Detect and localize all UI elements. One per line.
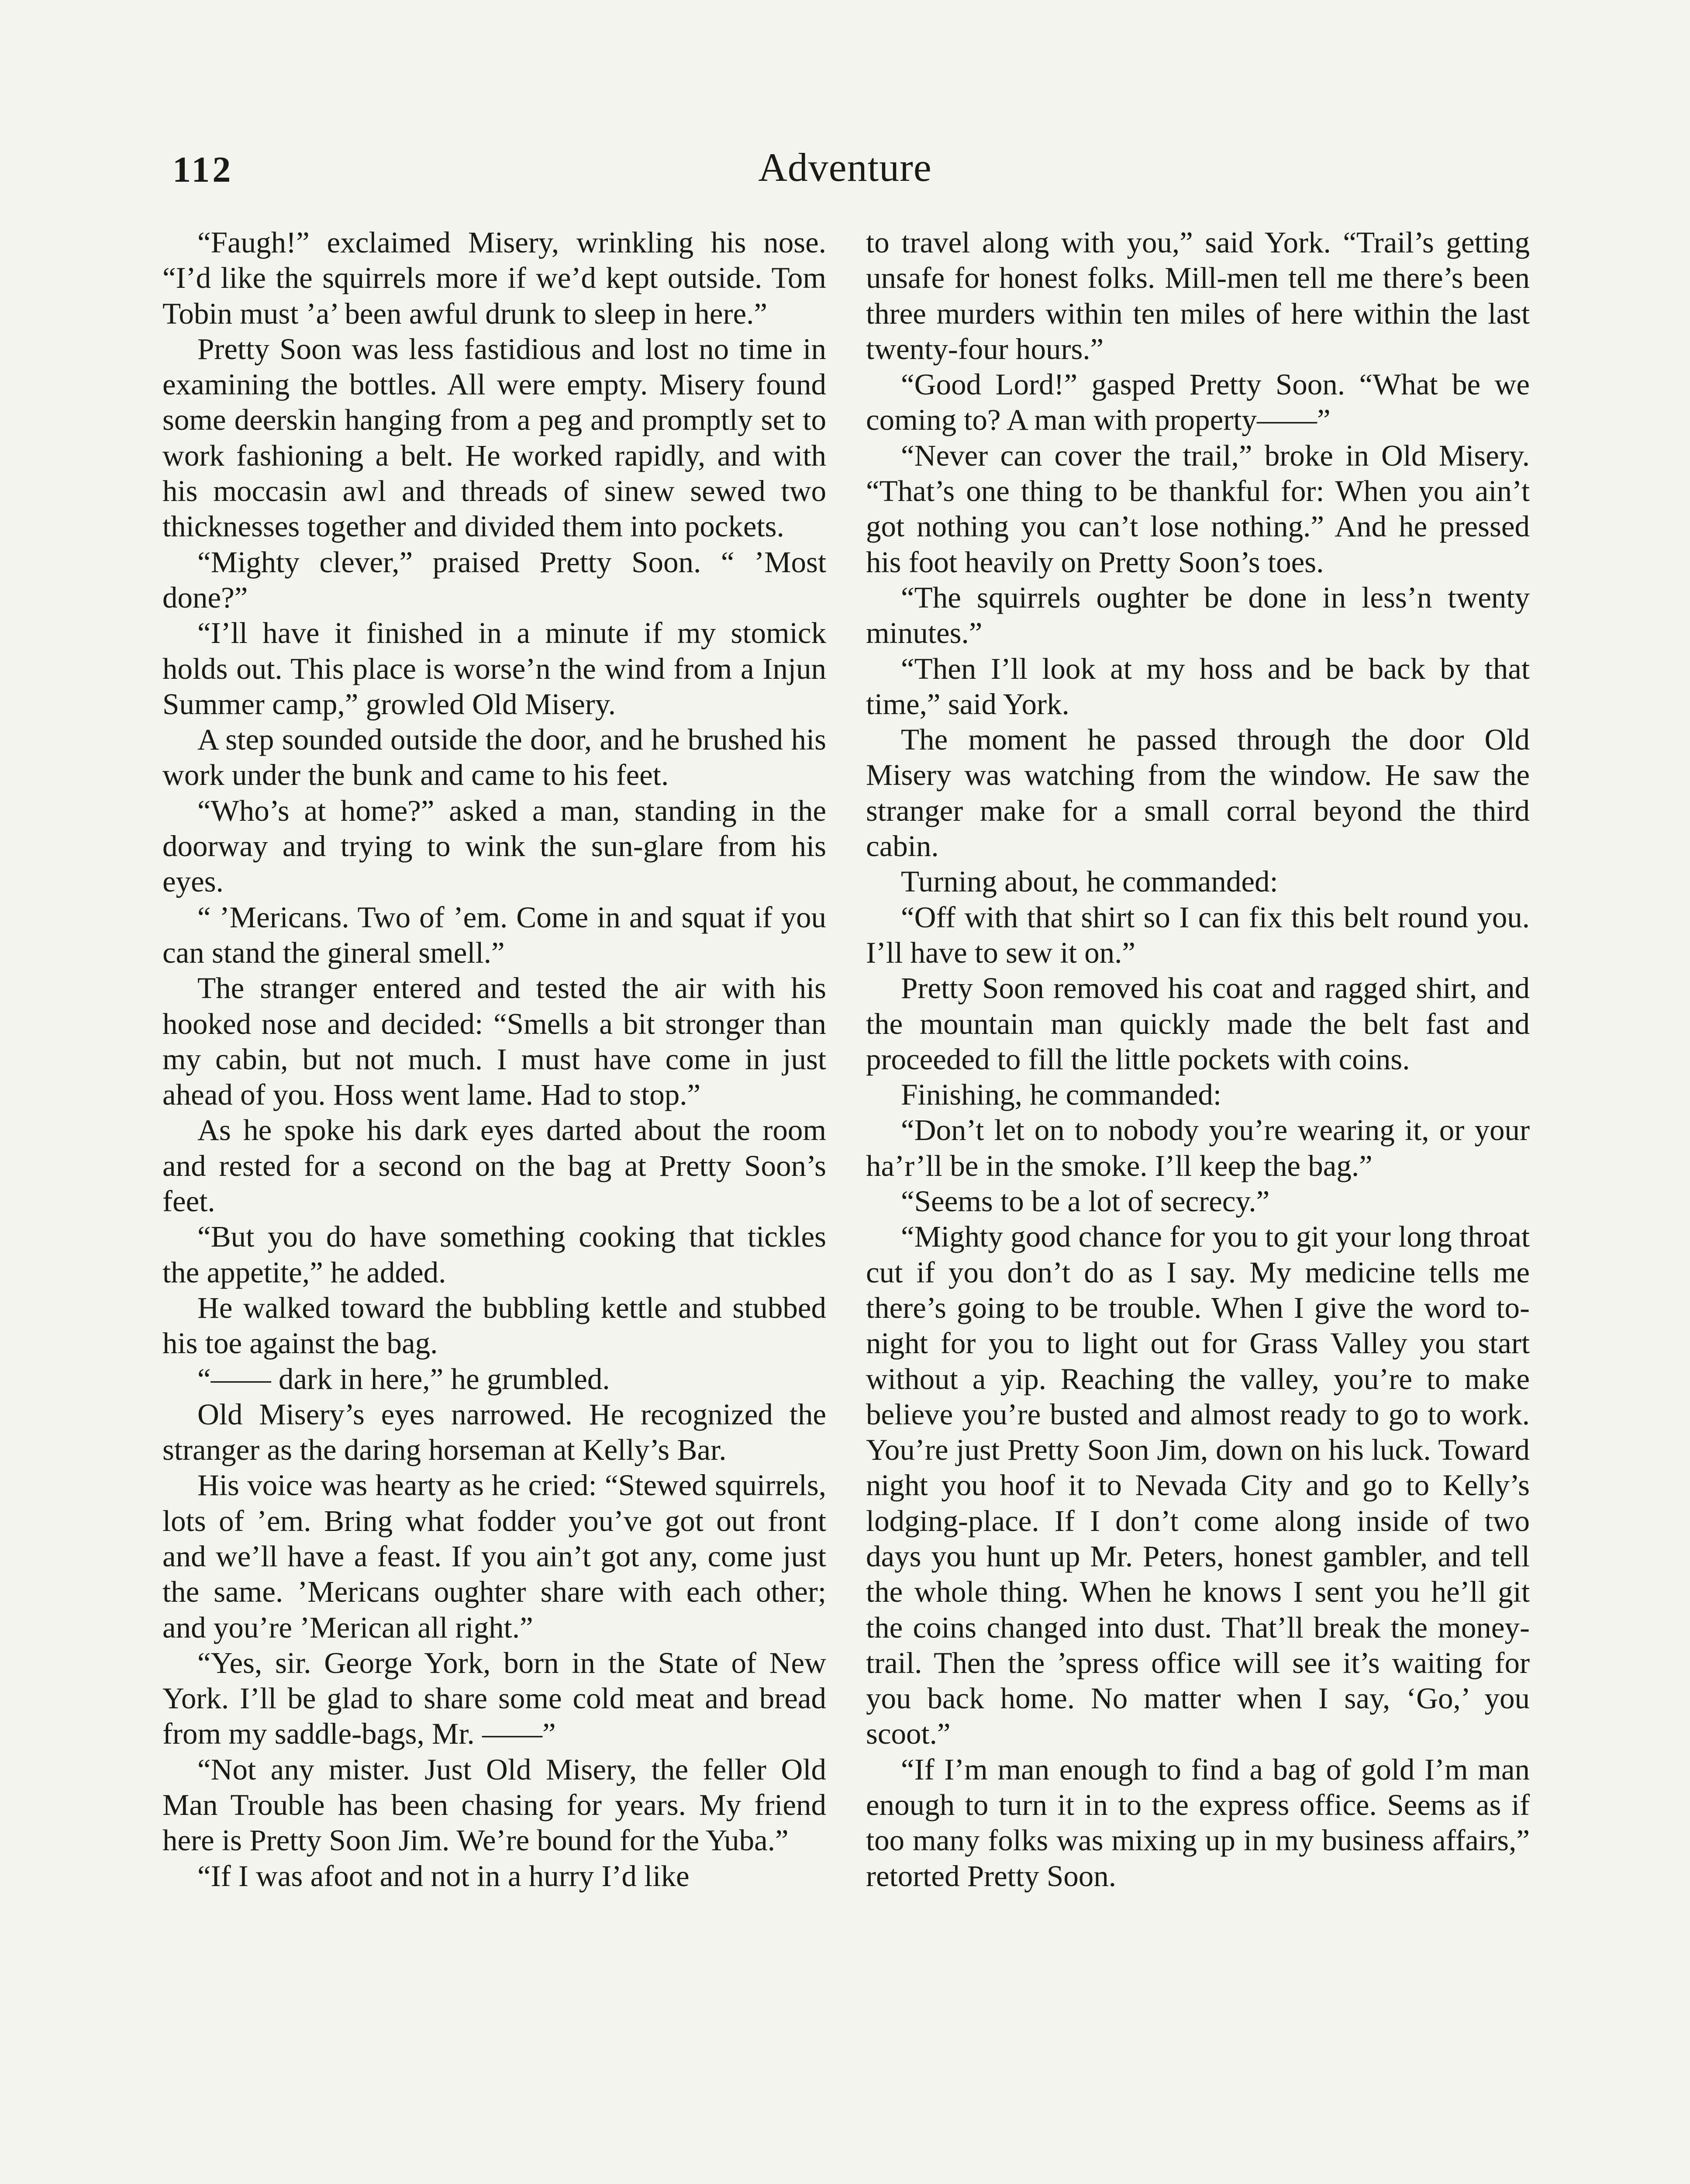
paragraph: “Never can cover the trail,” broke in Old Misery. “That’s one thing to be thankful for: When you ain’t got nothing you can’t lose nothing.” And he pressed his foot heavily on Pretty Soon’s toes. [866,439,1530,579]
paragraph: Finishing, he commanded: [901,1078,1222,1112]
paragraph: The stranger entered and tested the air with his hooked nose and decided: “Smells a bit stronger than my cabin, but not much. I must have come in just ahead of you. Hoss went lame. Had to stop.” [162,971,826,1112]
paragraph: “Don’t let on to nobody you’re wearing it, or your ha’r’ll be in the smoke. I’ll keep the bag.” [866,1113,1530,1182]
paragraph: “ ’Mericans. Two of ’em. Come in and squat if you can stand the gineral smell.” [162,900,826,969]
paragraph: “But you do have something cooking that tickles the appetite,” he added. [162,1220,826,1289]
page-number: 112 [172,149,234,190]
paragraph: “Yes, sir. George York, born in the State of New York. I’ll be glad to share some cold meat and bread from my saddle-bags, Mr. ——” [162,1646,826,1751]
paragraph: A step sounded outside the door, and he brushed his work under the bunk and came to his feet. [162,723,826,792]
paragraph: “Mighty clever,” praised Pretty Soon. “ ’Most done?” [162,545,826,614]
paragraph: Turning about, he commanded: [901,865,1278,898]
paragraph: As he spoke his dark eyes darted about the room and rested for a second on the bag at Pretty Soon’s feet. [162,1113,826,1218]
paragraph: “Not any mister. Just Old Misery, the feller Old Man Trouble has been chasing for years. My friend here is Pretty Soon Jim. We’re bound for the Yuba.” [162,1752,826,1857]
paragraph: “Who’s at home?” asked a man, standing in the doorway and trying to wink the sun-glare from his eyes. [162,794,826,898]
paragraph: “Good Lord!” gasped Pretty Soon. “What be we coming to? A man with property——” [866,368,1530,437]
paragraph: His voice was hearty as he cried: “Stewed squirrels, lots of ’em. Bring what fodder you’ve got out front and we’ll have a feast. If you ain’t got any, come just the same. ’Mericans oughter share with each other; and you’re ’Merican all right.” [162,1469,826,1644]
paragraph: “Seems to be a lot of secrecy.” [901,1185,1270,1218]
paragraph: “Mighty good chance for you to git your long throat cut if you don’t do as I say. My medicine tells me there’s going to be trouble. When I give the word to-night for you to light out for Grass Valley you start without a yip. Reaching the valley, you’re to make believe you’re busted and almost ready to go to work. You’re just Pretty Soon Jim, down on his luck. Toward night you hoof it to Nevada City and go to Kelly’s lodging-place. If I don’t come along inside of two days you hunt up Mr. Peters, honest gambler, and tell the whole thing. When he knows I sent you he’ll git the coins changed into dust. That’ll break the money-trail. Then the ’spress office will see it’s waiting for you back home. No matter when I say, ‘Go,’ you scoot.” [866,1220,1530,1751]
paragraph-continued: to travel along with you,” said York. “Trail’s getting unsafe for honest folks. Mill-men tell me there’s been three murders within ten miles of here within the last twenty-four hours.” [866,226,1530,366]
paragraph: Pretty Soon removed his coat and ragged shirt, and the mountain man quickly made the belt fast and proceeded to fill the little pockets with coins. [866,971,1530,1076]
paragraph: “—— dark in here,” he grumbled. [197,1362,610,1396]
running-title: Adventure [758,145,932,190]
paragraph: “Then I’ll look at my hoss and be back by that time,” said York. [866,652,1530,721]
paragraph: The moment he passed through the door Old Misery was watching from the window. He saw the stranger make for a small corral beyond the third cabin. [866,723,1530,863]
paragraph: “The squirrels oughter be done in less’n twenty minutes.” [866,581,1530,650]
paragraph: “Faugh!” exclaimed Misery, wrinkling his nose. “I’d like the squirrels more if we’d kept outside. Tom Tobin must ’a’ been awful drunk to sleep in here.” [162,226,826,330]
right-column [866,225,1530,1894]
paragraph: “Off with that shirt so I can fix this belt round you. I’ll have to sew it on.” [866,900,1530,969]
paragraph: “If I was afoot and not in a hurry I’d like [197,1859,690,1893]
paragraph: He walked toward the bubbling kettle and stubbed his toe against the bag. [162,1291,826,1360]
left-column [162,225,826,1894]
paragraph: Old Misery’s eyes narrowed. He recognized the stranger as the daring horseman at Kelly’s Bar. [162,1397,826,1467]
paragraph: “If I’m man enough to find a bag of gold I’m man enough to turn it in to the express office. Seems as if too many folks was mixing up in my business affairs,” retorted Pretty Soon. [866,1752,1530,1893]
paragraph: “I’ll have it finished in a minute if my stomick holds out. This place is worse’n the wind from a Injun Summer camp,” growled Old Misery. [162,616,826,721]
paragraph: Pretty Soon was less fastidious and lost no time in examining the bottles. All were empty. Misery found some deerskin hanging from a peg and promptly set to work fashioning a belt. He worked rapidly, and with his moccasin awl and threads of sinew sewed two thicknesses together and divided them into pockets. [162,332,826,543]
